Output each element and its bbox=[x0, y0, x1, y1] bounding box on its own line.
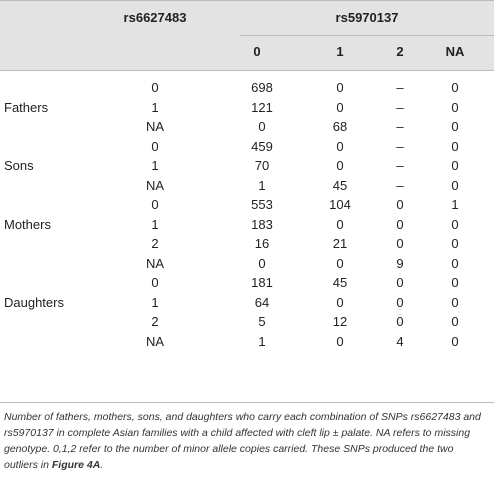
cell-2: 9 bbox=[396, 255, 404, 271]
header-rs5970137: rs5970137 bbox=[335, 10, 399, 25]
group-label: Sons bbox=[4, 158, 34, 173]
table-row bbox=[0, 234, 494, 254]
header-col-0: 0 bbox=[253, 44, 261, 59]
cell-na: 0 bbox=[451, 333, 459, 349]
cell-1: 45 bbox=[332, 177, 348, 193]
cell-na: 0 bbox=[451, 99, 459, 115]
cell-2: 0 bbox=[396, 314, 404, 329]
cell-1: 0 bbox=[336, 80, 344, 95]
cell-0: 121 bbox=[251, 99, 273, 115]
cell-na: 0 bbox=[451, 314, 459, 329]
cell-2: – bbox=[396, 177, 404, 193]
cell-0: 64 bbox=[254, 294, 270, 310]
caption-end: . bbox=[100, 459, 104, 471]
cell-na: 0 bbox=[451, 275, 459, 290]
cell-0: 181 bbox=[251, 275, 273, 290]
rs6627483-cell: 2 bbox=[151, 314, 159, 329]
rs6627483-cell: NA bbox=[145, 333, 165, 349]
cell-1: 68 bbox=[332, 119, 348, 134]
cell-na: 1 bbox=[451, 197, 459, 212]
cell-na: 0 bbox=[451, 255, 459, 271]
cell-2: – bbox=[396, 119, 404, 134]
cell-2: – bbox=[396, 80, 404, 95]
table-row bbox=[0, 98, 494, 118]
table-row bbox=[0, 195, 494, 215]
rs6627483-cell: NA bbox=[145, 119, 165, 134]
header-rs6627483: rs6627483 bbox=[123, 10, 187, 25]
header-col-na: NA bbox=[445, 44, 465, 59]
cell-2: – bbox=[396, 99, 404, 115]
rs6627483-cell: NA bbox=[145, 255, 165, 271]
table-row bbox=[0, 273, 494, 293]
cell-na: 0 bbox=[451, 119, 459, 134]
cell-1: 0 bbox=[336, 158, 344, 173]
table-caption bbox=[4, 409, 490, 473]
rs6627483-cell: 1 bbox=[151, 216, 159, 232]
table-row bbox=[0, 156, 494, 176]
cell-0: 0 bbox=[258, 255, 266, 271]
cell-2: 0 bbox=[396, 294, 404, 310]
cell-2: 4 bbox=[396, 333, 404, 349]
rs6627483-cell: 1 bbox=[151, 294, 159, 310]
table-row bbox=[0, 78, 494, 98]
cell-na: 0 bbox=[451, 216, 459, 232]
cell-0: 698 bbox=[251, 80, 273, 95]
cell-1: 0 bbox=[336, 99, 344, 115]
cell-1: 0 bbox=[336, 216, 344, 232]
table-row bbox=[0, 332, 494, 352]
cell-0: 1 bbox=[258, 333, 266, 349]
cell-1: 104 bbox=[329, 197, 351, 212]
rs6627483-cell: 0 bbox=[151, 80, 159, 95]
cell-0: 16 bbox=[254, 236, 270, 251]
cell-1: 0 bbox=[336, 255, 344, 271]
cell-2: 0 bbox=[396, 275, 404, 290]
table-row bbox=[0, 293, 494, 313]
cell-0: 553 bbox=[251, 197, 273, 212]
table-row bbox=[0, 215, 494, 235]
header-col-1: 1 bbox=[336, 44, 344, 59]
cell-0: 5 bbox=[258, 314, 266, 329]
cell-na: 0 bbox=[451, 80, 459, 95]
cell-1: 45 bbox=[332, 275, 348, 290]
cell-0: 183 bbox=[251, 216, 273, 232]
header-col-2: 2 bbox=[396, 44, 404, 59]
cell-2: 0 bbox=[396, 236, 404, 251]
header-bottom-rule bbox=[0, 70, 494, 71]
cell-2: 0 bbox=[396, 197, 404, 212]
cell-1: 0 bbox=[336, 333, 344, 349]
rs6627483-cell: 0 bbox=[151, 197, 159, 212]
cell-0: 70 bbox=[254, 158, 270, 173]
cell-1: 21 bbox=[332, 236, 348, 251]
top-rule bbox=[0, 0, 494, 1]
cell-0: 459 bbox=[251, 138, 273, 154]
cell-1: 0 bbox=[336, 294, 344, 310]
cell-1: 12 bbox=[332, 314, 348, 329]
table-row bbox=[0, 312, 494, 332]
cell-0: 0 bbox=[258, 119, 266, 134]
table-body bbox=[0, 78, 494, 351]
cell-2: – bbox=[396, 158, 404, 173]
cell-na: 0 bbox=[451, 177, 459, 193]
table-row bbox=[0, 254, 494, 274]
cell-1: 0 bbox=[336, 138, 344, 154]
group-label: Daughters bbox=[4, 294, 64, 310]
table-row bbox=[0, 137, 494, 157]
rs6627483-cell: 2 bbox=[151, 236, 159, 251]
caption-text: Number of fathers, mothers, sons, and daughters who carry each combination of SNPs rs6627483 and rs5970137 in complete Asian families with a child affected with cleft lip ± palate. NA refers to missing genotype. 0,1,2 refer to the number of minor allele copies carried. These SNPs produced the two outliers in bbox=[4, 411, 481, 471]
cell-0: 1 bbox=[258, 177, 266, 193]
cell-na: 0 bbox=[451, 138, 459, 154]
table-row bbox=[0, 176, 494, 196]
table-bottom-rule bbox=[0, 402, 494, 403]
rs6627483-cell: NA bbox=[145, 177, 165, 193]
figure-reference: Figure 4A bbox=[51, 459, 101, 471]
cell-2: – bbox=[396, 138, 404, 154]
rs6627483-cell: 1 bbox=[151, 158, 159, 173]
rs6627483-cell: 1 bbox=[151, 99, 159, 115]
table-row bbox=[0, 117, 494, 137]
cell-2: 0 bbox=[396, 216, 404, 232]
rs5970137-subrule bbox=[240, 35, 494, 36]
group-label: Mothers bbox=[4, 216, 51, 232]
cell-na: 0 bbox=[451, 236, 459, 251]
group-label: Fathers bbox=[4, 99, 49, 115]
rs6627483-cell: 0 bbox=[151, 138, 159, 154]
cell-na: 0 bbox=[451, 294, 459, 310]
cell-na: 0 bbox=[451, 158, 459, 173]
rs6627483-cell: 0 bbox=[151, 275, 159, 290]
